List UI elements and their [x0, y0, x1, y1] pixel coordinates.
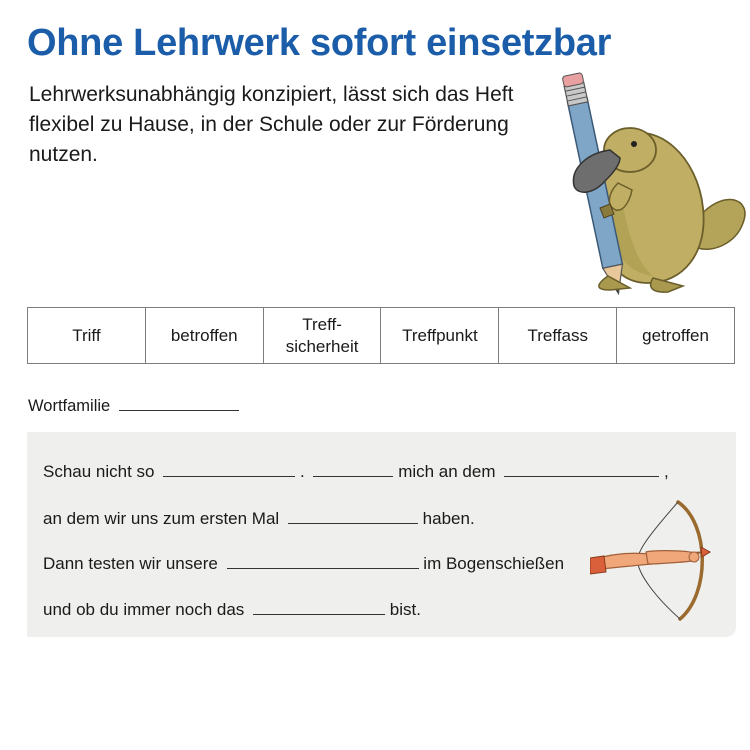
sentence-text: bist.: [389, 600, 421, 619]
fill-in-blank[interactable]: [163, 462, 295, 477]
word-family-blank[interactable]: [119, 396, 239, 411]
word-cell: betroffen: [145, 308, 263, 364]
sentence-line-1: [43, 462, 669, 482]
word-family-row: [28, 396, 239, 416]
fill-in-blank[interactable]: [227, 554, 419, 569]
sentence-text: Schau nicht so: [43, 462, 155, 481]
fill-in-blank[interactable]: [288, 509, 418, 524]
sentence-text: im Bogenschießen: [423, 554, 565, 573]
sentence-text: und ob du immer noch das: [43, 600, 245, 619]
sentence-text: Dann testen wir unsere: [43, 554, 218, 573]
fill-in-blank[interactable]: [313, 462, 393, 477]
word-family-label: Wortfamilie: [28, 397, 111, 415]
word-cell: Treffass: [499, 308, 617, 364]
sentence-text: an dem wir uns zum ersten Mal: [43, 509, 280, 528]
sentence-line-3: [43, 554, 564, 574]
word-cell: Triff: [28, 308, 146, 364]
intro-text: Lehrwerksunabhängig konzipiert, lässt sich das Heft flexibel zu Hause, in der Schule oder zur Förderung nutzen.: [29, 83, 514, 166]
fill-in-blank[interactable]: [253, 600, 385, 615]
fill-in-blank[interactable]: [504, 462, 659, 477]
word-cell: Treffpunkt: [381, 308, 499, 364]
sentence-line-4: [43, 600, 421, 620]
platypus-with-pencil-icon: [548, 68, 748, 298]
word-table: [27, 307, 735, 364]
sentence-line-2: [43, 509, 475, 529]
word-cell: getroffen: [617, 308, 735, 364]
word-cell: Treff- sicherheit: [263, 308, 381, 364]
page-title: Ohne Lehrwerk sofort einsetzbar: [27, 22, 612, 64]
bow-and-arrow-icon: [590, 494, 720, 624]
sentence-text: ,: [663, 462, 669, 481]
sentence-text: mich an dem: [398, 462, 496, 481]
sentence-text: haben.: [422, 509, 475, 528]
sentence-text: .: [299, 462, 305, 481]
